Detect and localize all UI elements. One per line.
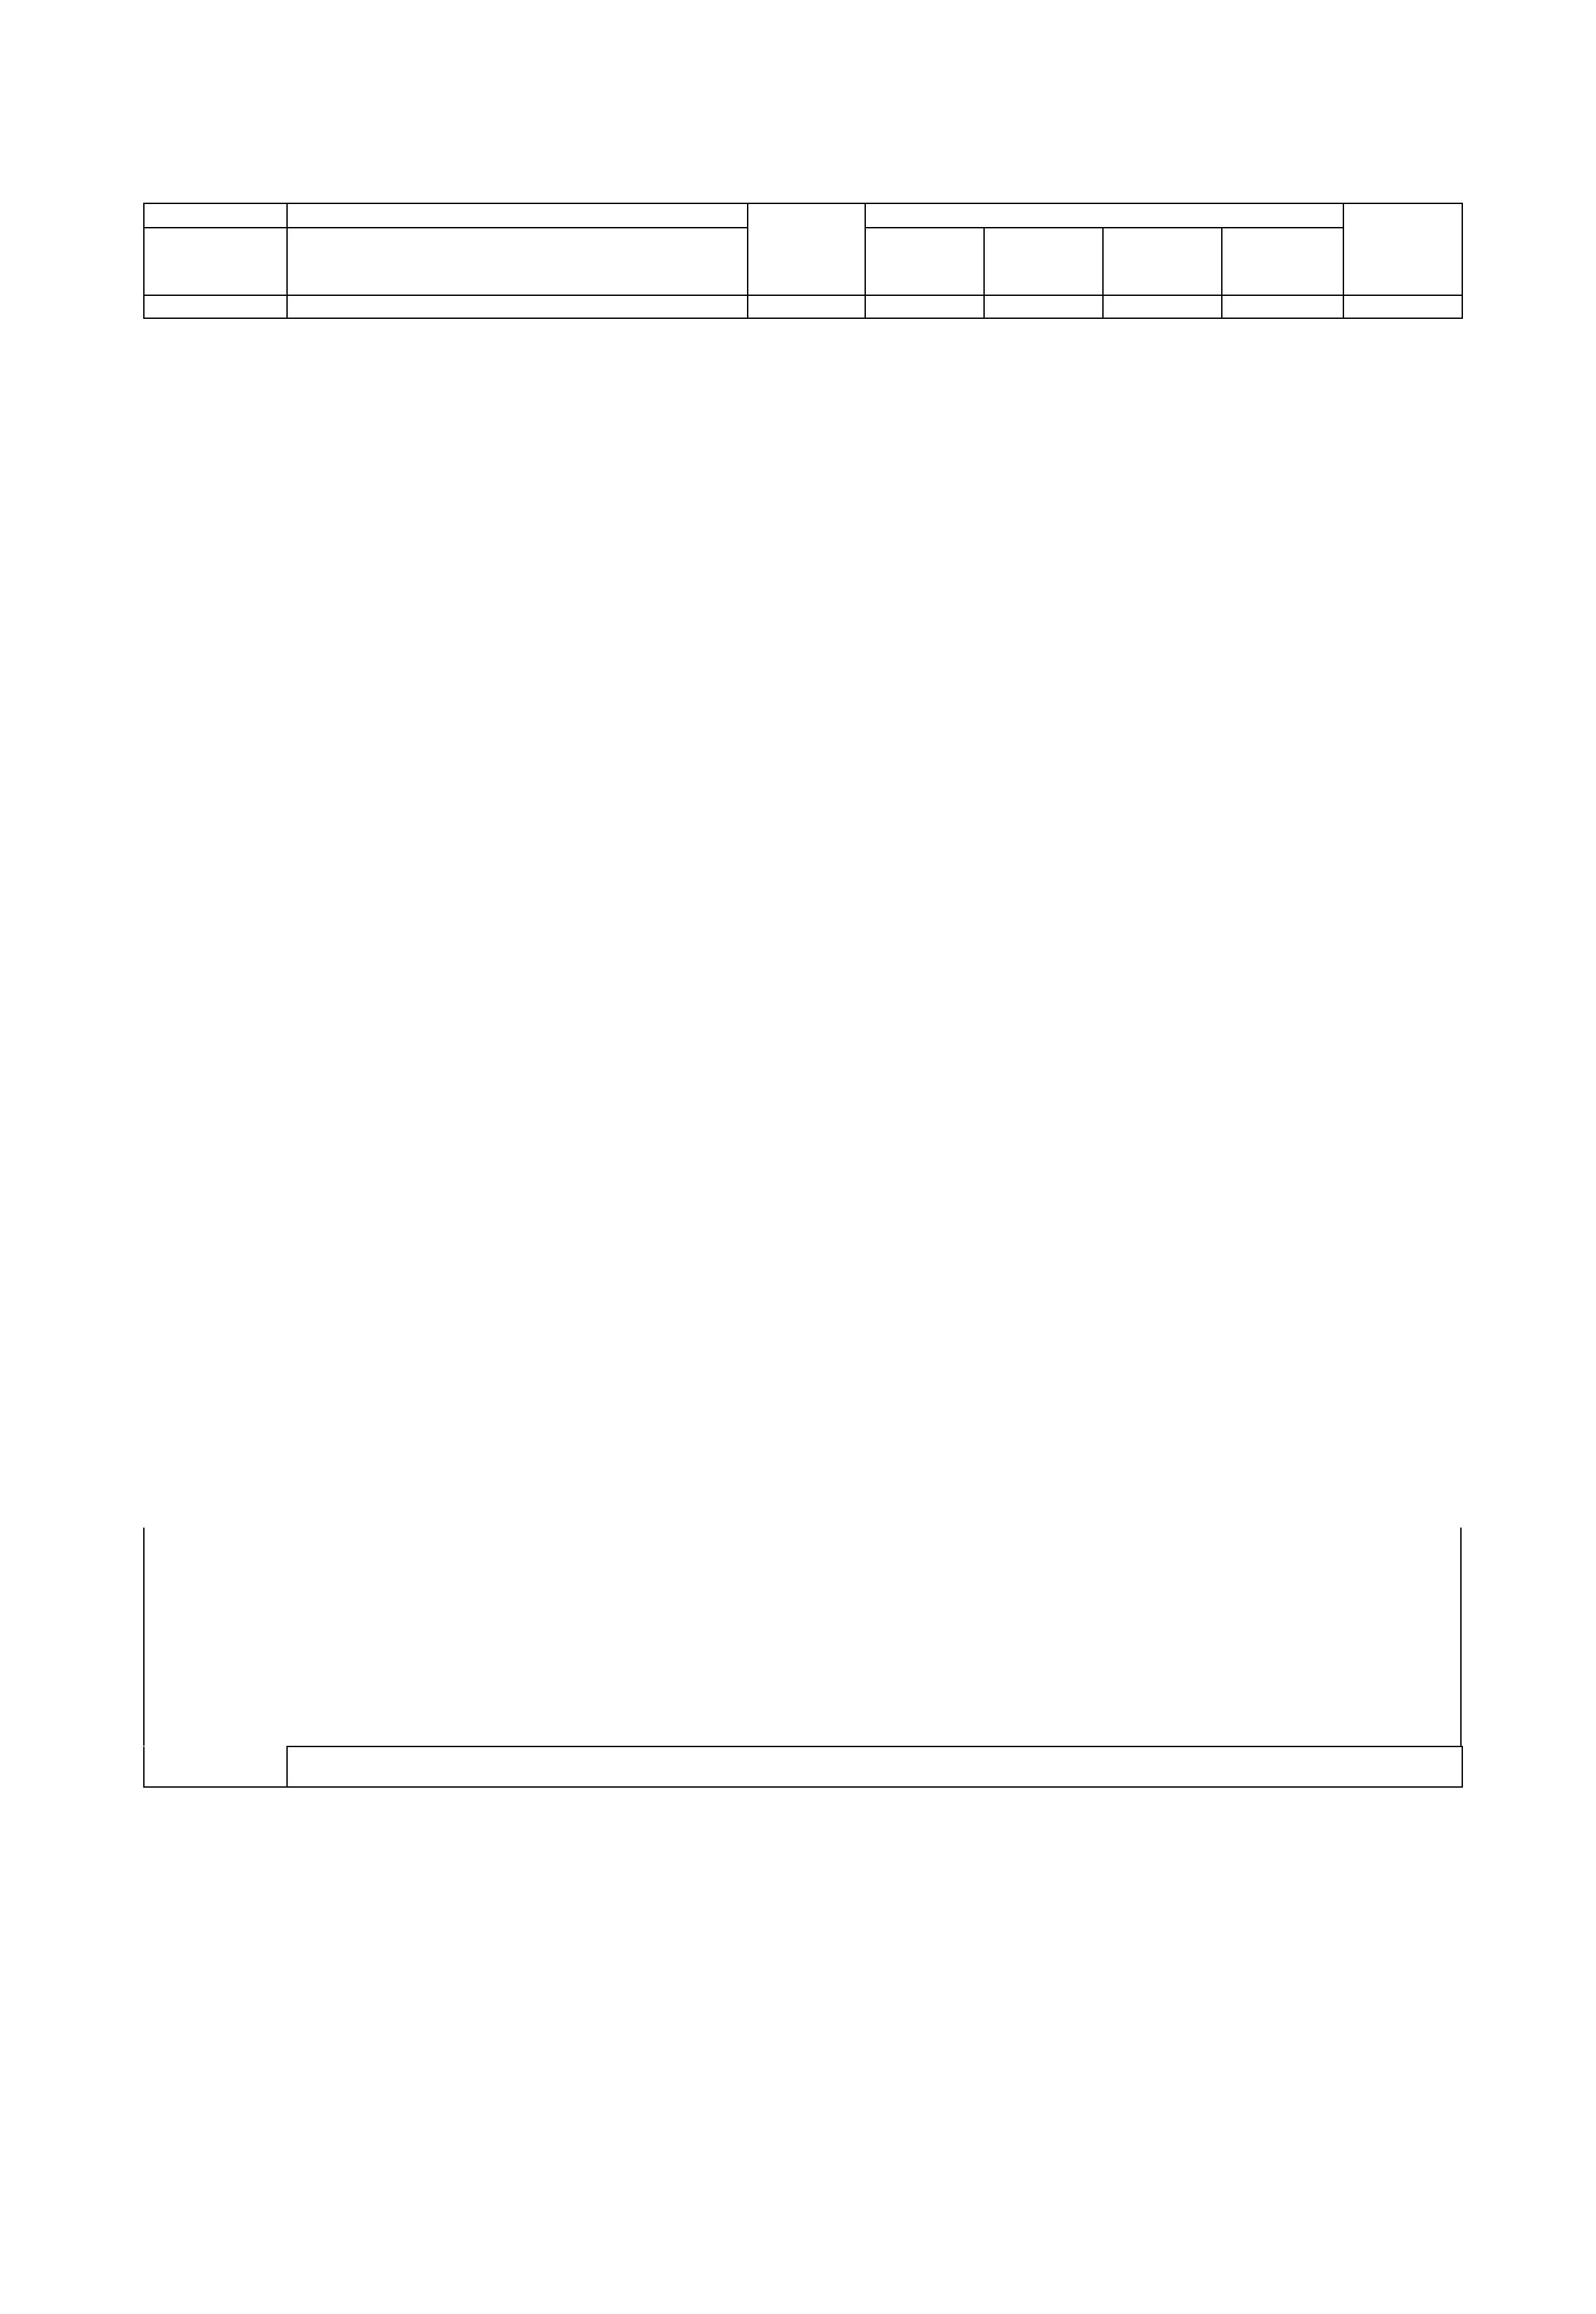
column-number (1343, 295, 1462, 318)
section-spacer (144, 1746, 287, 1787)
section-heading (287, 1746, 1462, 1787)
rates-table-07-01-027 (143, 203, 1463, 319)
column-number (144, 295, 287, 318)
column-numbers-row (144, 295, 1462, 318)
column-number (865, 295, 984, 318)
col-header-including (865, 203, 1343, 228)
col-header-code (144, 203, 287, 228)
col-header-machines-wages (1103, 228, 1222, 295)
column-number (984, 295, 1103, 318)
col-header-material-name (287, 228, 748, 295)
column-number (287, 295, 748, 318)
rates-table-07-01-028 (143, 1746, 1463, 1788)
col-header-direct (748, 203, 865, 295)
col-header-material-code (144, 228, 287, 295)
column-number (1222, 295, 1343, 318)
table-header-block (143, 1528, 1462, 1746)
col-header-wages (865, 228, 984, 295)
column-number (1103, 295, 1222, 318)
col-header-machines (984, 228, 1103, 295)
col-header-labor (1343, 203, 1462, 295)
col-header-name (287, 203, 748, 228)
col-header-materials (1222, 228, 1343, 295)
column-number (748, 295, 865, 318)
